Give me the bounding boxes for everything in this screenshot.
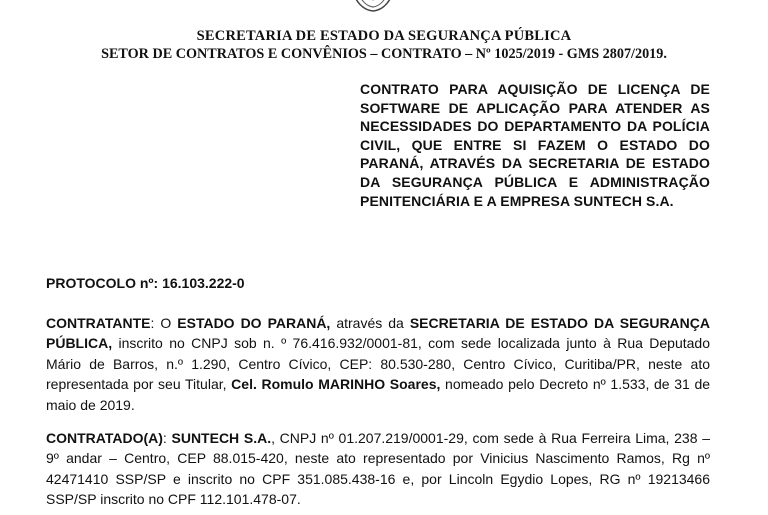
- contratado-paragraph: [46, 428, 710, 510]
- contratante-text-2: inscrito no CNPJ sob n. º 76.416.932/0001-81, com sede localizada junto à Rua Deputado Mário de Barros, n.º 1.290, Centro Cívico, CEP: 80.530-280, Centro Cívico, Curitiba/PR, neste ato representada por seu Titular,: [46, 335, 710, 393]
- contratante-text-1: através da: [330, 315, 410, 331]
- contratante-secretaria: SECRETARIA DE ESTADO DA SEGURANÇA PÚBLICA,: [46, 315, 710, 352]
- contratante-estado: ESTADO DO PARANÁ,: [177, 315, 331, 331]
- protocol-label: PROTOCOLO nº:: [46, 275, 159, 291]
- document-header-contract-number: SETOR DE CONTRATOS E CONVÊNIOS – CONTRATO – Nº 1025/2019 - GMS 2807/2019.: [101, 46, 667, 62]
- protocol-value: 16.103.222-0: [162, 275, 245, 291]
- contratante-label: CONTRATANTE: [46, 315, 151, 331]
- document-header-secretaria: SECRETARIA DE ESTADO DA SEGURANÇA PÚBLICA: [196, 28, 572, 44]
- contratante-text-3: nomeado pelo Decreto nº 1.533, de 31 de maio de 2019.: [46, 376, 711, 413]
- contract-object-summary: CONTRATO PARA AQUISIÇÃO DE LICENÇA DE SOFTWARE DE APLICAÇÃO PARA ATENDER AS NECESSIDADES DO DEPARTAMENTO DA POLÍCIA CIVIL, QUE ENTRE SI FAZEM O ESTADO DO PARANÁ, ATRAVÉS DA SECRETARIA DE ESTADO DA SEGURANÇA PÚBLICA E ADMINISTRAÇÃO PENITENCIÁRIA E A EMPRESA SUNTECH S.A.: [360, 81, 710, 209]
- contratado-text-1: , CNPJ nº 01.207.219/0001-29, com sede à Rua Ferreira Lima, 238 – 9º andar – Centro, CEP 88.015-420, neste ato representado por Vinicius Nascimento Ramos, Rg nº 42471410 SSP/SP e inscrito no CPF 351.085.438-16 e, por Lincoln Egydio Lopes, RG nº 19213466 SSP/SP inscrito no CPF 112.101.478-07.: [46, 430, 710, 508]
- contratado-label: CONTRATADO(A): [46, 430, 163, 446]
- protocol-number: [46, 275, 245, 291]
- contratante-sep: : O: [150, 315, 178, 331]
- coat-of-arms-emblem: [345, 0, 401, 12]
- contratante-paragraph: [46, 313, 710, 415]
- contratado-empresa: SUNTECH S.A.: [171, 430, 272, 446]
- contratado-sep: :: [162, 430, 172, 446]
- contratante-titular: Cel. Romulo MARINHO Soares,: [231, 376, 441, 393]
